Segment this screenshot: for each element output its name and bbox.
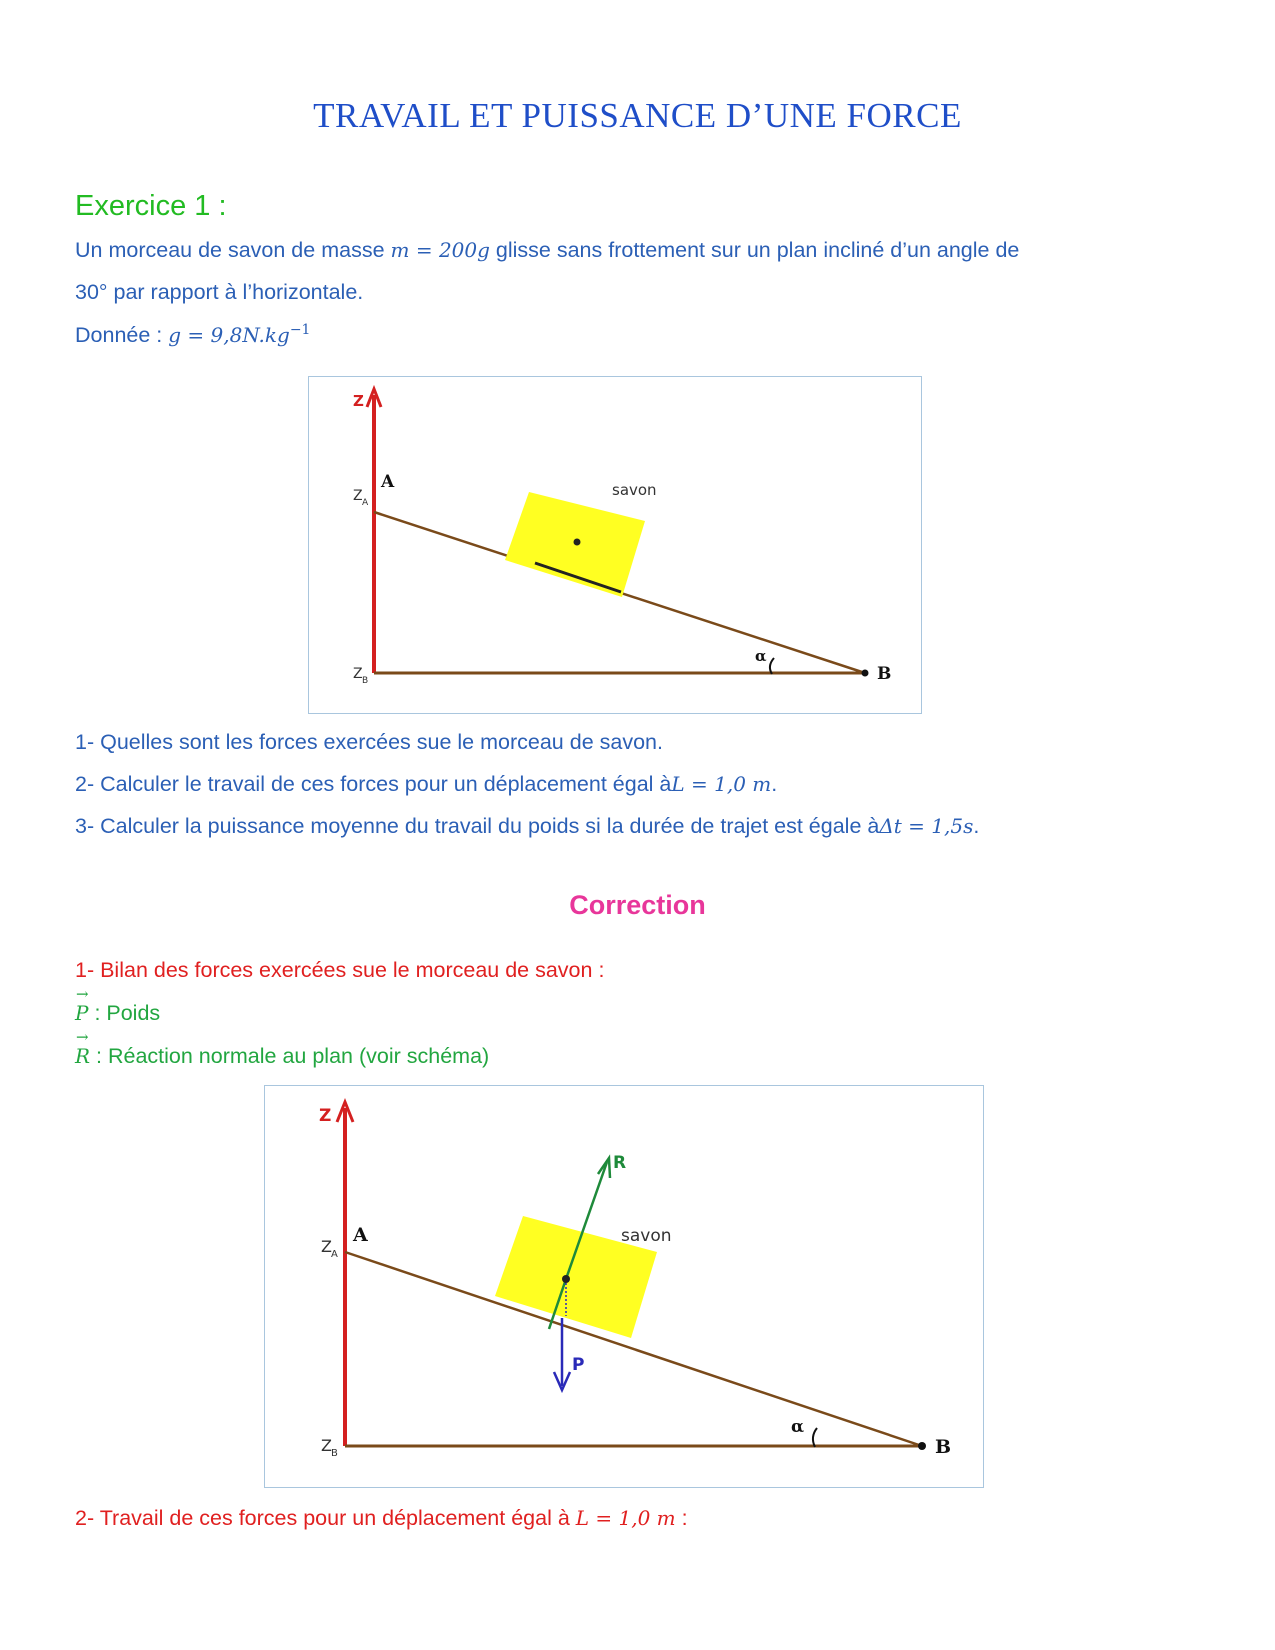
question-2-text: 2- Calculer le travail de ces forces pour un déplacement égal à <box>75 772 672 796</box>
question-3 <box>75 814 979 839</box>
zb-label: Z <box>321 1436 332 1455</box>
question-3-end: . <box>973 814 980 838</box>
question-2-end: . <box>771 772 778 796</box>
question-2-formula: L = 1,0 m <box>671 772 772 796</box>
figure-incline-2 <box>264 1085 984 1488</box>
incline-diagram-1 <box>309 377 921 713</box>
correction-heading: Correction <box>569 890 706 920</box>
force-p-text: : Poids <box>88 1001 161 1025</box>
correction-item-2-end: : <box>675 1506 688 1530</box>
question-2 <box>75 772 777 797</box>
point-b-label: B <box>935 1436 952 1458</box>
gravity-exponent: −1 <box>289 322 311 338</box>
angle-label: α <box>755 647 767 665</box>
correction-item-2 <box>75 1506 688 1531</box>
force-p-label: P <box>572 1355 585 1375</box>
zb-subscript: B <box>362 676 369 686</box>
question-3-formula: Δt = 1,5s <box>879 814 974 838</box>
question-1: 1- Quelles sont les forces exercées sue le morceau de savon. <box>75 730 663 754</box>
point-b-dot <box>918 1442 926 1450</box>
correction-item-2-text: 2- Travail de ces forces pour un déplacement égal à <box>75 1506 576 1530</box>
zb-subscript: B <box>331 1448 338 1459</box>
z-axis-label: Z <box>353 392 364 410</box>
za-label: Z <box>321 1237 332 1256</box>
point-b-dot <box>862 670 869 677</box>
figure-incline-1 <box>308 376 922 714</box>
soap-label: savon <box>621 1226 672 1246</box>
force-r-line <box>75 1044 489 1069</box>
exercise-intro-line2: 30° par rapport à l’horizontale. <box>75 280 364 304</box>
za-subscript: A <box>331 1249 338 1260</box>
angle-label: α <box>791 1417 805 1437</box>
intro-text-a: Un morceau de savon de masse <box>75 238 391 262</box>
z-axis-label: Z <box>319 1106 332 1126</box>
incline-diagram-2 <box>265 1086 983 1487</box>
vector-p-symbol: → P <box>75 1001 88 1025</box>
exercise-intro-line1 <box>75 238 1019 263</box>
gravity-formula: g = 9,8N.kg <box>168 323 290 348</box>
force-r-label: R <box>613 1153 627 1173</box>
za-label: Z <box>353 488 363 504</box>
exercise-heading: Exercice 1 : <box>75 190 227 222</box>
soap-label: savon <box>612 481 657 499</box>
force-p-line <box>75 1001 160 1026</box>
angle-arc <box>813 1428 817 1447</box>
point-b-label: B <box>877 664 892 684</box>
page-title: TRAVAIL ET PUISSANCE D’UNE FORCE <box>313 96 962 135</box>
question-3-text: 3- Calculer la puissance moyenne du travail du poids si la durée de trajet est égale à <box>75 814 880 838</box>
point-a-label: A <box>353 1224 368 1246</box>
given-line <box>75 322 310 348</box>
mass-formula: m = 200g <box>390 238 490 262</box>
given-label: Donnée : <box>75 323 169 348</box>
point-a-label: A <box>381 472 395 492</box>
vector-r-symbol: → R <box>75 1044 90 1068</box>
soap-center-of-mass <box>574 539 581 546</box>
zb-label: Z <box>353 666 363 682</box>
correction-item-1: 1- Bilan des forces exercées sue le morceau de savon : <box>75 958 605 982</box>
correction-item-2-formula: L = 1,0 m <box>575 1506 676 1530</box>
force-r-text: : Réaction normale au plan (voir schéma) <box>90 1044 490 1068</box>
za-subscript: A <box>362 498 369 508</box>
intro-text-b: glisse sans frottement sur un plan incliné d’un angle de <box>489 238 1020 262</box>
soap-center-of-mass <box>562 1275 570 1283</box>
